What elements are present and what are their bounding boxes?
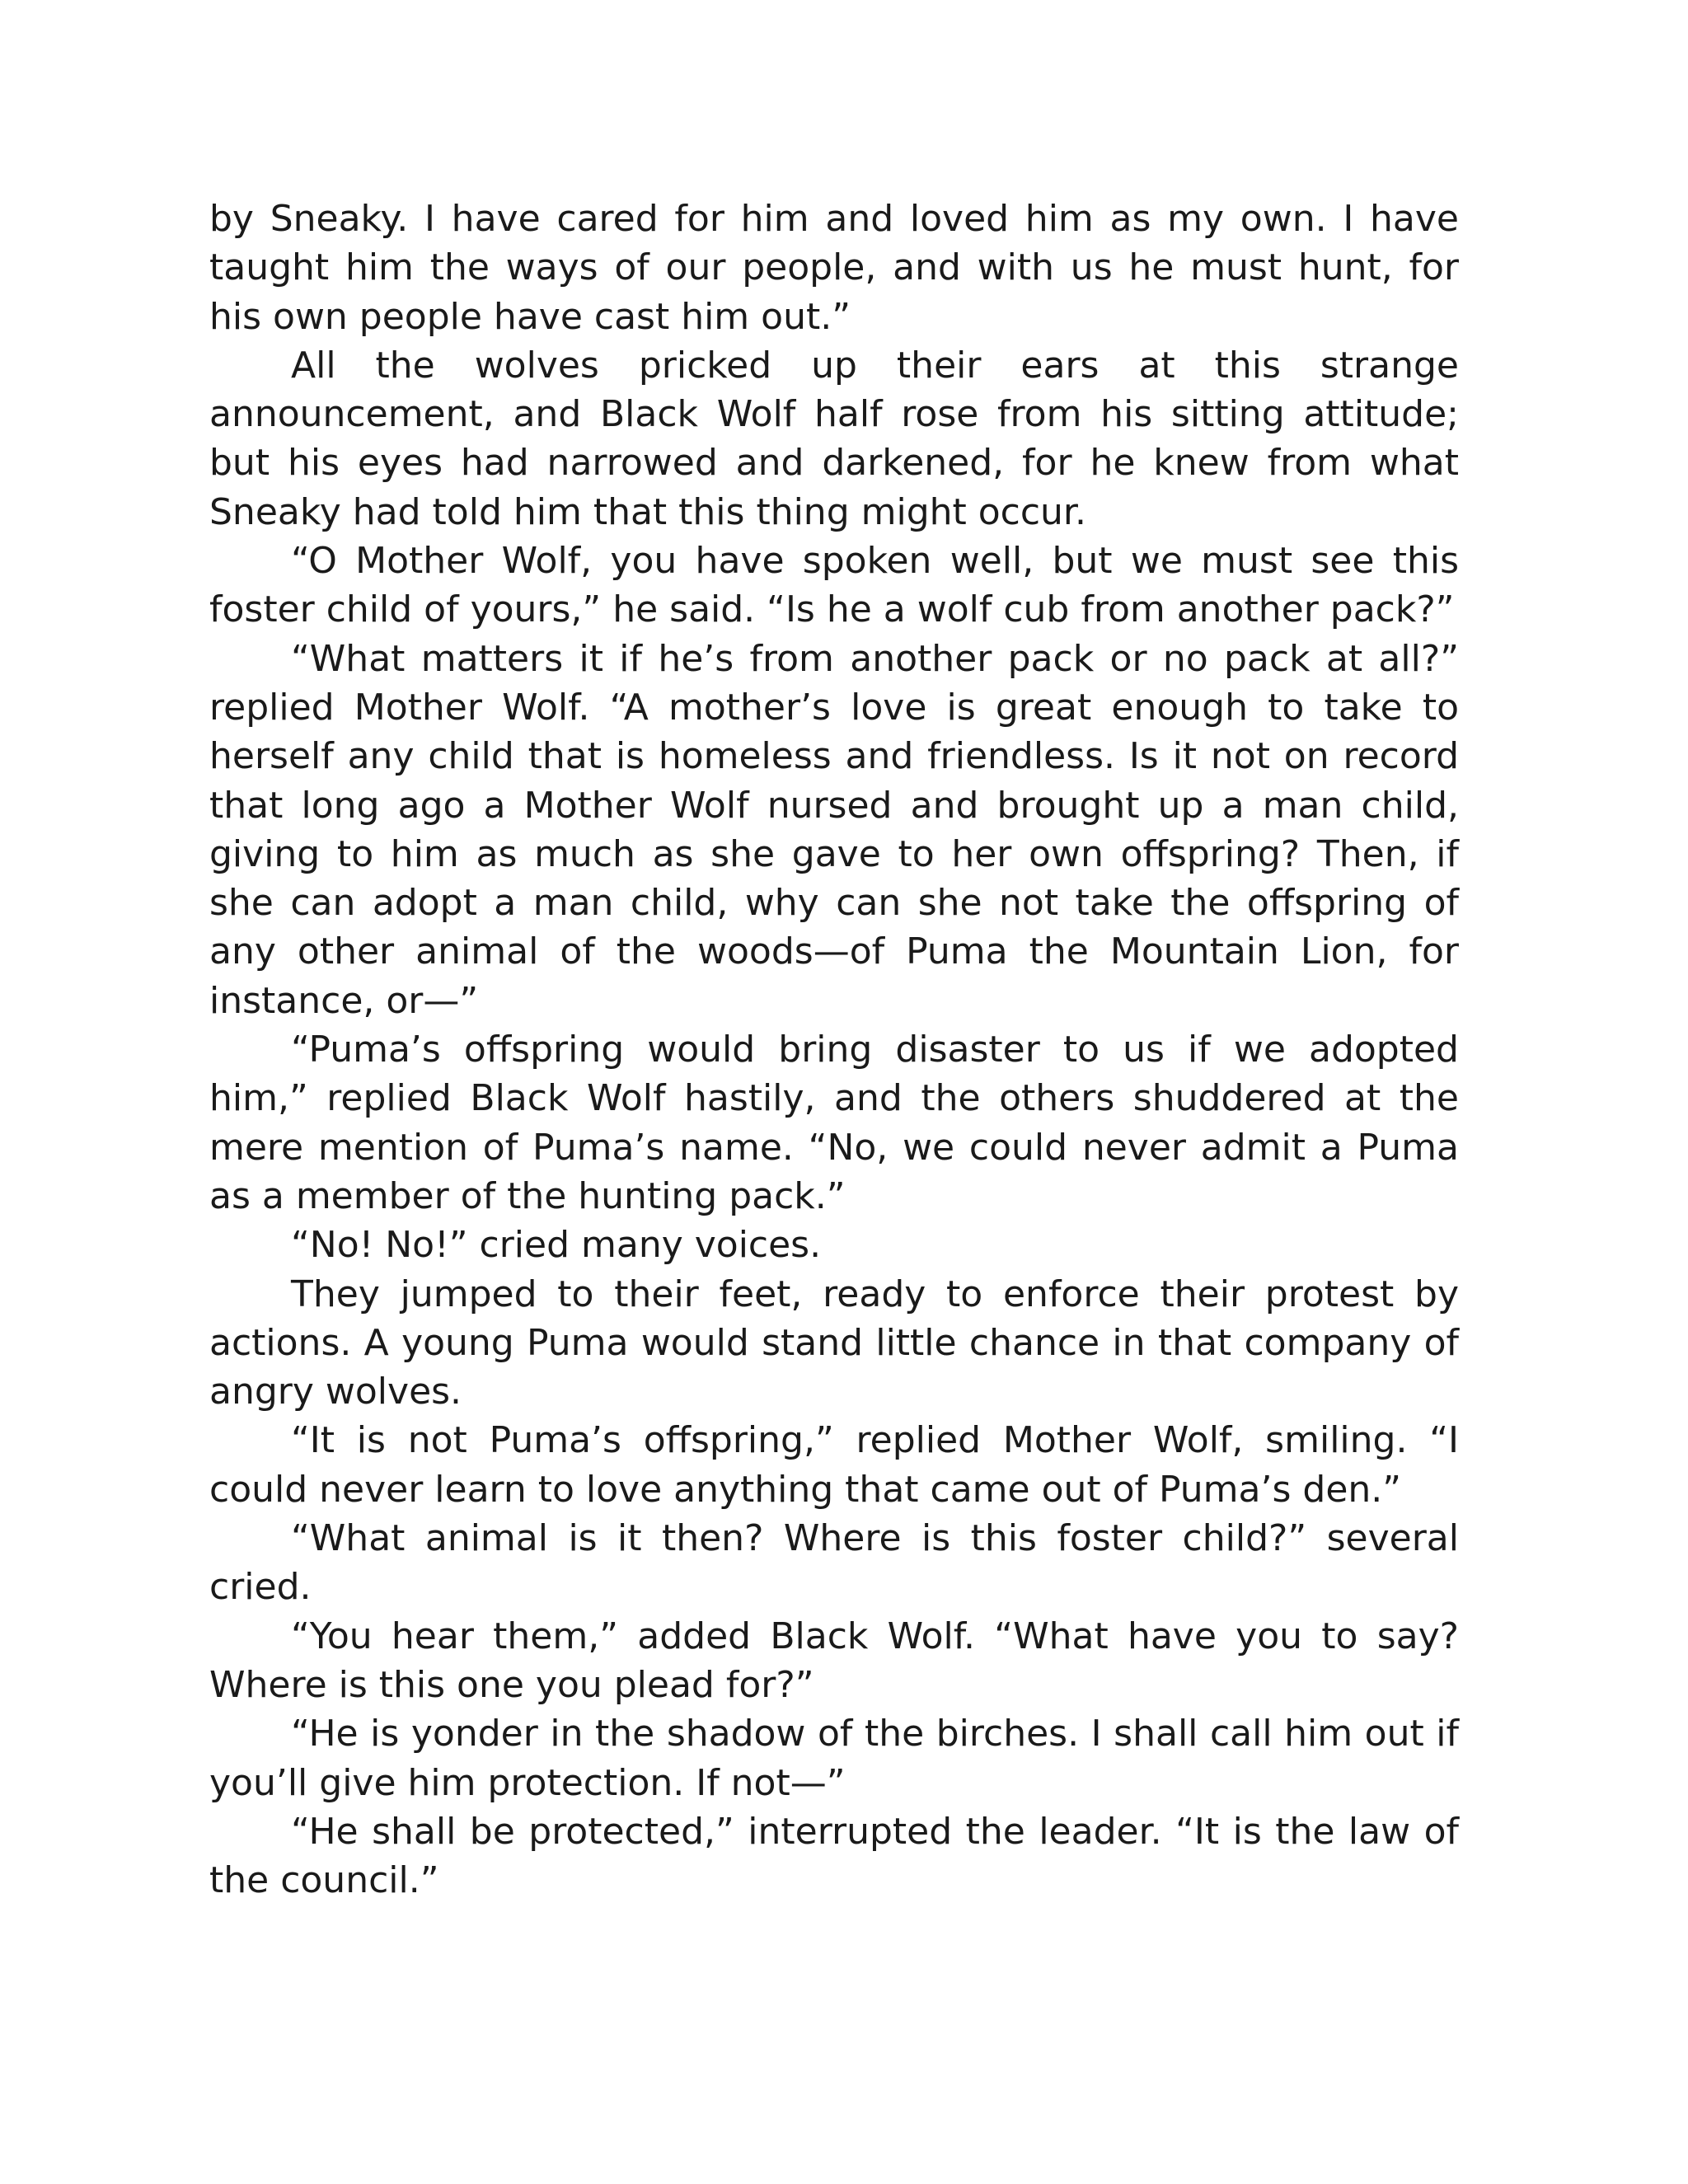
paragraph-7: They jumped to their feet, ready to enforce their protest by actions. A young Puma would stand little chance in that company of angry wolves. [209,1272,1459,1413]
paragraph-12: “He shall be protected,” interrupted the leader. “It is the law of the council.” [209,1810,1459,1902]
paragraph-3: “O Mother Wolf, you have spoken well, but we must see this foster child of yours,” he said. “Is he a wolf cub from another pack?” [209,540,1459,631]
page-body-text [209,194,1459,1905]
paragraph-6: “No! No!” cried many voices. [291,1224,822,1267]
paragraph-9: “What animal is it then? Where is this foster child?” several cried. [209,1517,1459,1609]
paragraph-4: “What matters it if he’s from another pack or no pack at all?” replied Mother Wolf. “A mother’s love is great enough to take to herself any child that is homeless and friendless. Is it not on record that long ago a Mother Wolf nursed and brought up a man child, giving to him as much as she gave to her own offspring? Then, if she can adopt a man child, why can she not take the offspring of any other animal of the woods—of Puma the Mountain Lion, for instance, or—” [209,637,1459,1022]
paragraph-2: All the wolves pricked up their ears at this strange announcement, and Black Wolf half rose from his sitting attitude; but his eyes had narrowed and darkened, for he knew from what Sneaky had told him that this thing might occur. [209,344,1459,533]
paragraph-1: by Sneaky. I have cared for him and loved him as my own. I have taught him the ways of our people, and with us he must hunt, for his own people have cast him out.” [209,198,1459,338]
paragraph-10: “You hear them,” added Black Wolf. “What have you to say? Where is this one you plead for?” [209,1615,1459,1706]
paragraph-8: “It is not Puma’s offspring,” replied Mother Wolf, smiling. “I could never learn to love anything that came out of Puma’s den.” [209,1419,1459,1511]
paragraph-11: “He is yonder in the shadow of the birches. I shall call him out if you’ll give him protection. If not—” [209,1713,1459,1804]
paragraph-5: “Puma’s offspring would bring disaster to us if we adopted him,” replied Black Wolf hastily, and the others shuddered at the mere mention of Puma’s name. “No, we could never admit a Puma as a member of the hunting pack.” [209,1029,1459,1217]
